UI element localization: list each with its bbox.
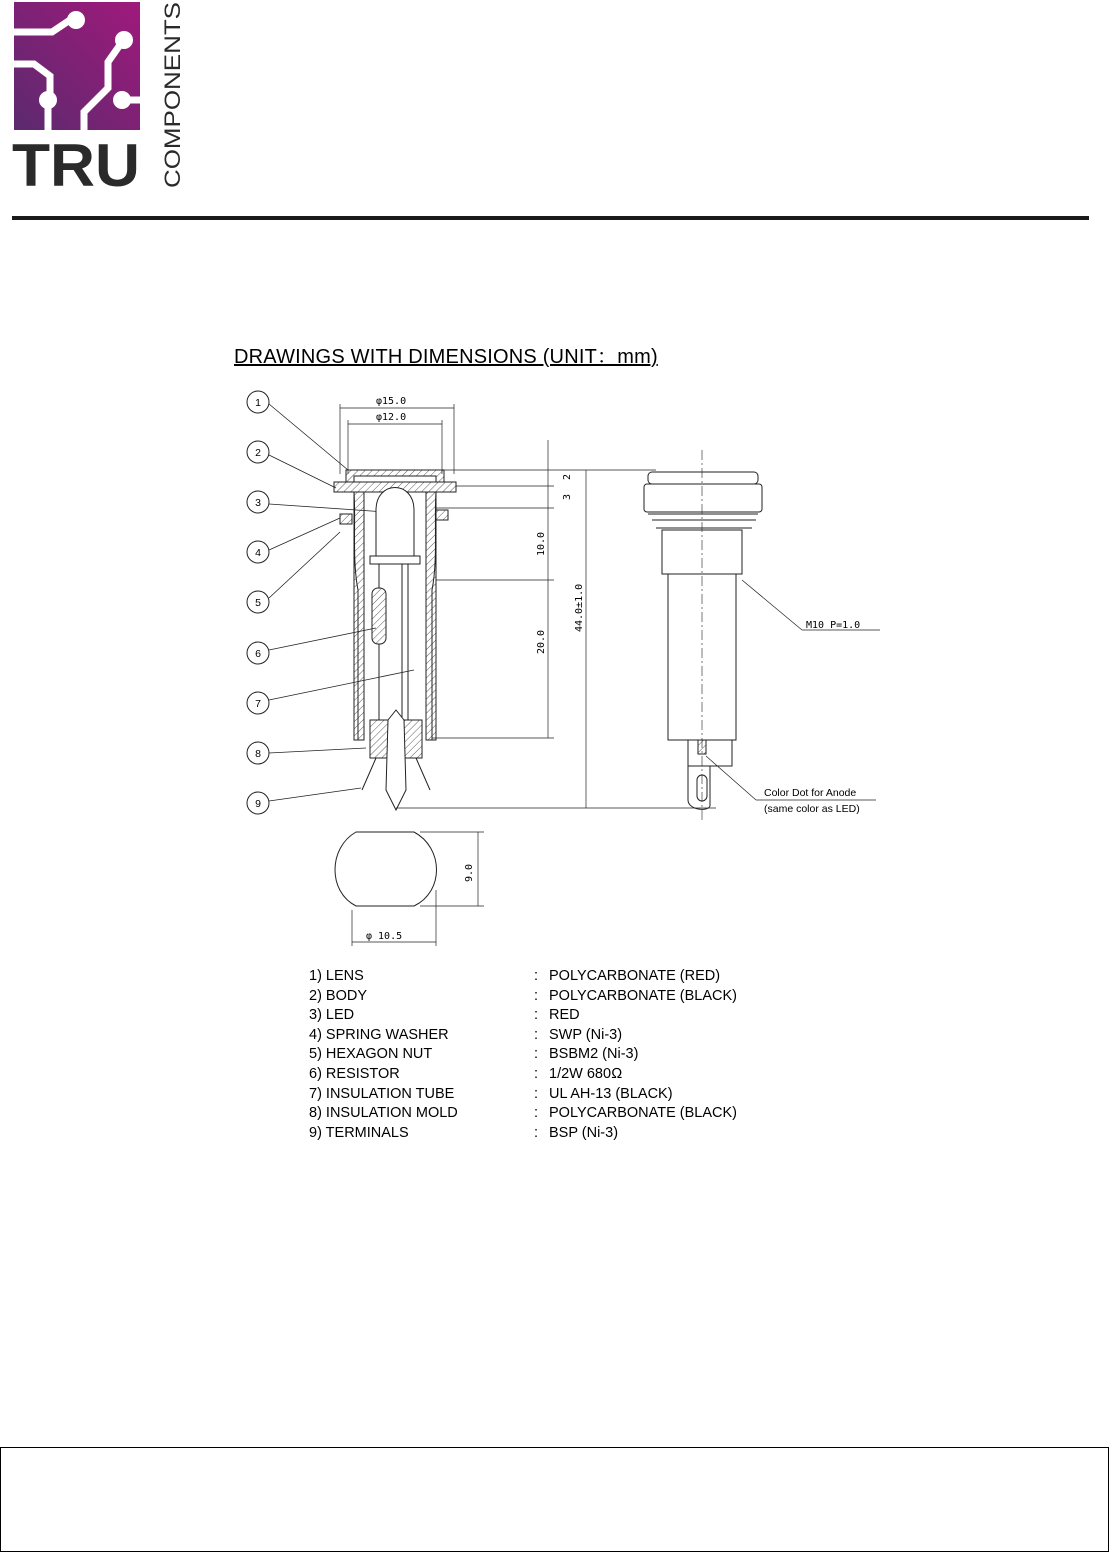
dim-h10: 10.0 bbox=[536, 531, 547, 556]
logo-wordmark: TRU bbox=[12, 132, 140, 199]
parts-list bbox=[309, 967, 809, 1143]
drawing-title: DRAWINGS WITH DIMENSIONS (UNIT：mm) bbox=[234, 346, 658, 368]
part-name: 5) HEXAGON NUT bbox=[309, 1046, 433, 1063]
part-sep: : bbox=[534, 968, 539, 984]
parts-row bbox=[309, 1026, 809, 1046]
part-sep: : bbox=[534, 1065, 539, 1082]
part-sep: : bbox=[534, 1007, 539, 1024]
part-sep: : bbox=[534, 1124, 539, 1141]
callout-3: 3 bbox=[255, 497, 261, 509]
dim-h2: 2 bbox=[562, 473, 573, 480]
part-sep: : bbox=[534, 987, 539, 1004]
callout-2: 2 bbox=[255, 447, 261, 459]
logo-subword: COMPONENTS bbox=[160, 30, 185, 188]
dim-h44: 44.0±1.0 bbox=[574, 583, 585, 632]
footer-box bbox=[0, 1447, 1109, 1552]
part-name: 2) BODY bbox=[309, 987, 368, 1004]
part-material: RED bbox=[549, 1007, 580, 1024]
callout-5: 5 bbox=[255, 597, 261, 609]
dim-h20: 20.0 bbox=[536, 629, 547, 654]
flat-view bbox=[335, 832, 484, 946]
part-material: BSBM2 (Ni-3) bbox=[549, 1046, 639, 1063]
dim-thread: M10 P=1.0 bbox=[806, 620, 861, 631]
dim-d12: φ12.0 bbox=[376, 412, 407, 423]
part-material: POLYCARBONATE (BLACK) bbox=[549, 987, 738, 1004]
part-material: 1/2W 680Ω bbox=[549, 1065, 623, 1082]
callout-6: 6 bbox=[255, 648, 261, 660]
callout-8: 8 bbox=[255, 748, 261, 760]
part-name: 8) INSULATION MOLD bbox=[309, 1105, 458, 1122]
part-name: 7) INSULATION TUBE bbox=[309, 1085, 455, 1102]
part-name: 1) LENS bbox=[309, 968, 364, 984]
parts-row bbox=[309, 987, 809, 1007]
callout-4: 4 bbox=[255, 547, 261, 559]
part-name: 6) RESISTOR bbox=[309, 1065, 400, 1082]
callout-9: 9 bbox=[255, 798, 261, 810]
callout-7: 7 bbox=[255, 698, 261, 710]
parts-row bbox=[309, 1006, 809, 1026]
anode-note-line2: (same color as LED) bbox=[764, 803, 860, 815]
dim-d15: φ15.0 bbox=[376, 396, 407, 407]
part-sep: : bbox=[534, 1085, 539, 1102]
part-sep: : bbox=[534, 1105, 539, 1122]
dim-h3: 3 bbox=[562, 493, 573, 500]
parts-row bbox=[309, 1085, 809, 1105]
header-rule bbox=[12, 216, 1089, 220]
part-material: BSP (Ni-3) bbox=[549, 1124, 619, 1141]
parts-row bbox=[309, 967, 809, 987]
dim-d105: φ 10.5 bbox=[366, 931, 403, 942]
side-view bbox=[644, 450, 880, 820]
part-material: UL AH-13 (BLACK) bbox=[549, 1085, 673, 1102]
anode-note-line1: Color Dot for Anode bbox=[764, 787, 857, 799]
callout-1: 1 bbox=[255, 397, 261, 409]
section-view bbox=[334, 470, 456, 810]
part-material: POLYCARBONATE (BLACK) bbox=[549, 1105, 738, 1122]
parts-row bbox=[309, 1104, 809, 1124]
part-sep: : bbox=[534, 1026, 539, 1043]
parts-row bbox=[309, 1065, 809, 1085]
parts-row bbox=[309, 1124, 809, 1144]
part-name: 3) LED bbox=[309, 1007, 355, 1024]
parts-row bbox=[309, 1045, 809, 1065]
part-material: SWP (Ni-3) bbox=[549, 1026, 623, 1043]
tru-components-logo bbox=[12, 2, 185, 199]
part-name: 9) TERMINALS bbox=[309, 1124, 409, 1141]
technical-drawing bbox=[236, 380, 896, 960]
part-sep: : bbox=[534, 1046, 539, 1063]
part-material: POLYCARBONATE (RED) bbox=[549, 968, 721, 984]
part-name: 4) SPRING WASHER bbox=[309, 1026, 449, 1043]
dim-flat9: 9.0 bbox=[464, 863, 475, 882]
